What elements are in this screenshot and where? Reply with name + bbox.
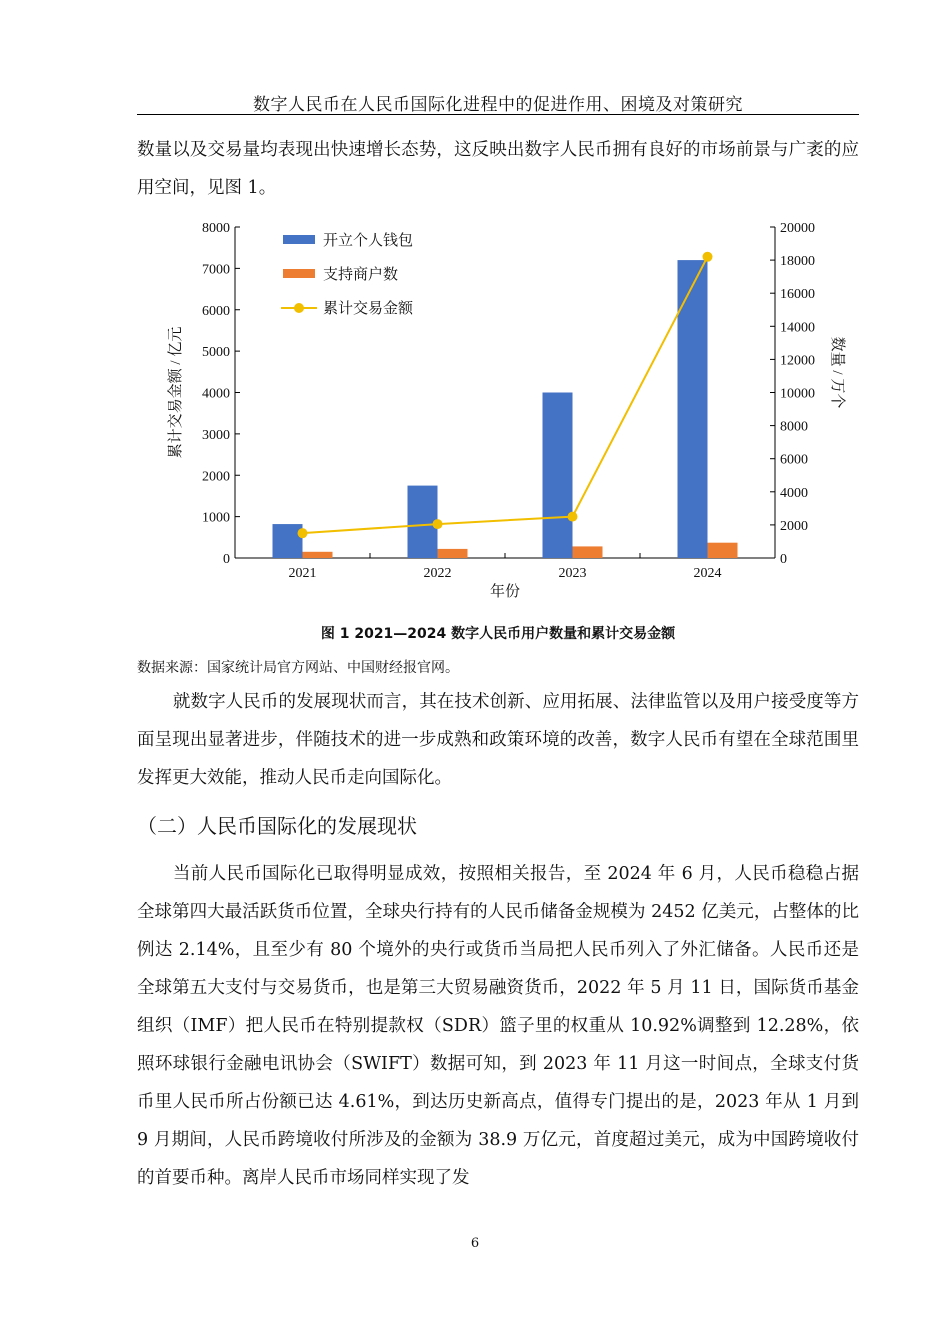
figure-source: 数据来源：国家统计局官方网站、中国财经报官网。 [137,660,459,676]
line-series [298,252,713,538]
right-y-axis-label: 数量 / 万个 [829,336,845,409]
left-tick-label: 2000 [202,469,230,485]
bar-merchant [303,552,333,558]
right-tick-label: 8000 [780,419,808,435]
bar-wallet [408,486,438,558]
legend-swatch [283,269,315,278]
line-point [703,252,713,262]
right-tick-label: 4000 [780,485,808,501]
right-tick-label: 10000 [780,386,815,402]
figure-caption: 图 1 2021—2024 数字人民币用户数量和累计交易金额 [320,626,676,642]
bar-wallet [543,393,573,559]
figure-1-chart [137,205,859,610]
legend-label: 开立个人钱包 [323,233,414,249]
left-tick-label: 6000 [202,303,230,319]
left-y-axis [202,221,240,567]
header-rule [137,114,859,115]
right-tick-label: 16000 [780,287,815,303]
after-figure-paragraph: 就数字人民币的发展现状而言，其在技术创新、应用拓展、法律监管以及用户接受度等方面呈现出显著进步，伴随技术的进一步成熟和政策环境的改善，数字人民币有望在全球范围里发挥更大效能，推动人民币走向国际化。 [137,692,859,788]
right-tick-label: 18000 [780,254,815,270]
x-tick-label: 2022 [423,566,452,581]
line-point [298,528,308,538]
left-y-axis-label: 累计交易金额 / 亿元 [168,326,184,459]
x-axis [289,553,722,581]
right-tick-label: 12000 [780,353,815,369]
right-tick-label: 14000 [780,320,815,336]
intro-paragraph: 数量以及交易量均表现出快速增长态势，这反映出数字人民币拥有良好的市场前景与广袤的应用空间，见图 1。 [137,140,859,198]
x-axis-label: 年份 [489,584,521,600]
left-tick-label: 0 [223,552,230,567]
running-title: 数字人民币在人民币国际化进程中的促进作用、困境及对策研究 [253,95,743,115]
x-tick-label: 2024 [693,566,722,581]
x-tick-label: 2023 [558,566,587,581]
right-tick-label: 20000 [780,221,815,236]
line-point [568,512,578,522]
page-number: 6 [470,1236,480,1251]
legend-swatch [283,235,315,244]
bar-merchant [573,546,603,558]
left-tick-label: 7000 [202,262,230,278]
line-transaction-amount [303,257,708,533]
right-tick-label: 6000 [780,452,808,468]
legend-label: 累计交易金额 [323,301,414,317]
section-heading: （二）人民币国际化的发展现状 [137,814,417,838]
left-tick-label: 1000 [202,510,230,526]
bar-wallet [273,524,303,558]
left-tick-label: 3000 [202,427,230,443]
bar-merchant [708,543,738,558]
right-tick-label: 2000 [780,518,808,534]
body-paragraph: 当前人民币国际化已取得明显成效，按照相关报告，至 2024 年 6 月，人民币稳稳占据全球第四大最活跃货币位置，全球央行持有的人民币储备金规模为 2452 亿美元，占整体的比例达 2.14%，且至少有 80 个境外的央行或货币当局把人民币列入了外汇储备。人民币还是全球第五大支付与交易货币，也是第三大贸易融资货币，2022 年 5 月 11 日，国际货币基金组织（IMF）把人民币在特别提款权（SDR）篮子里的权重从 10.92%调整到 12.28%，依照环球银行金融电讯协会（SWIFT）数据可知，到 2023 年 11 月这一时间点，全球支付货币里人民币所占份额已达 4.61%，到达历史新高点，值得专门提出的是，2023 年从 1 月到 9 月期间，人民币跨境收付所涉及的金额为 38.9 万亿元，首度超过美元，成为中国跨境收付的首要币种。离岸人民币市场同样实现了发 [137,864,859,1188]
left-tick-label: 4000 [202,386,230,402]
right-y-axis [770,221,815,567]
bar-merchant [438,549,468,558]
left-tick-label: 8000 [202,221,230,236]
line-point [433,519,443,529]
right-tick-label: 0 [780,552,787,567]
legend-label: 支持商户数 [323,267,399,283]
left-tick-label: 5000 [202,345,230,361]
chart-legend [281,232,414,317]
legend-marker [294,303,304,313]
x-tick-label: 2021 [288,566,317,581]
